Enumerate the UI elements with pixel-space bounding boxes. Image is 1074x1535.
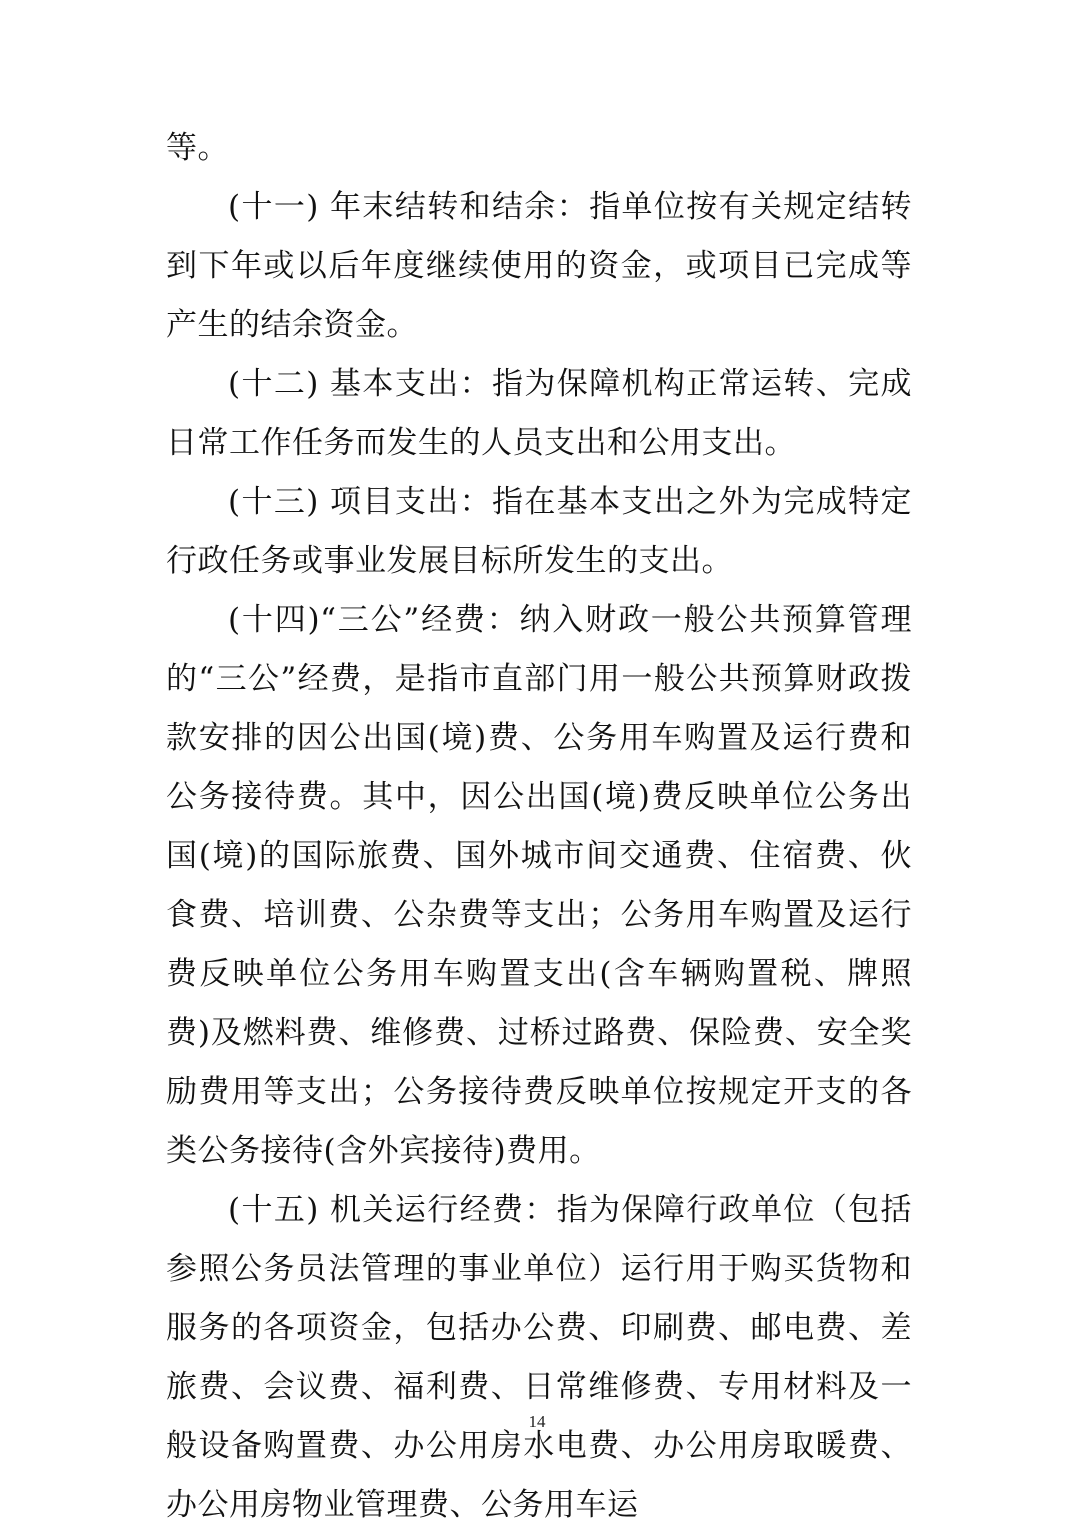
paragraph-three-public-expenses: (十四)“三公”经费：纳入财政一般公共预算管理的“三公”经费，是指市直部门用一般公共预算财政拨款安排的因公出国(境)费、公务用车购置及运行费和公务接待费。其中，因公出国(境)费反映单位公务出国(境)的国际旅费、国外城市间交通费、住宿费、伙食费、培训费、公杂费等支出；公务用车购置及运行费反映单位公务用车购置支出(含车辆购置税、牌照费)及燃料费、维修费、过桥过路费、保险费、安全奖励费用等支出；公务接待费反映单位按规定开支的各类公务接待(含外宾接待)费用。 bbox=[166, 602, 912, 1169]
paragraph-project-expenditure: (十三) 项目支出：指在基本支出之外为完成特定行政任务或事业发展目标所发生的支出。 bbox=[166, 484, 912, 579]
page-number: 14 bbox=[528, 1412, 546, 1431]
paragraph-continuation: 等。 bbox=[166, 130, 229, 166]
document-body bbox=[166, 119, 912, 1535]
paragraph-agency-operating-expenses: (十五) 机关运行经费：指为保障行政单位（包括参照公务员法管理的事业单位）运行用于购买货物和服务的各项资金，包括办公费、印刷费、邮电费、差旅费、会议费、福利费、日常维修费、专用材料及一般设备购置费、办公用房水电费、办公用房取暖费、办公用房物业管理费、公务用车运 bbox=[166, 1192, 912, 1523]
paragraph-basic-expenditure: (十二) 基本支出：指为保障机构正常运转、完成日常工作任务而发生的人员支出和公用支出。 bbox=[166, 366, 912, 461]
paragraph-year-end-carryover: (十一) 年末结转和结余：指单位按有关规定结转到下年或以后年度继续使用的资金，或项目已完成等产生的结余资金。 bbox=[166, 189, 912, 343]
